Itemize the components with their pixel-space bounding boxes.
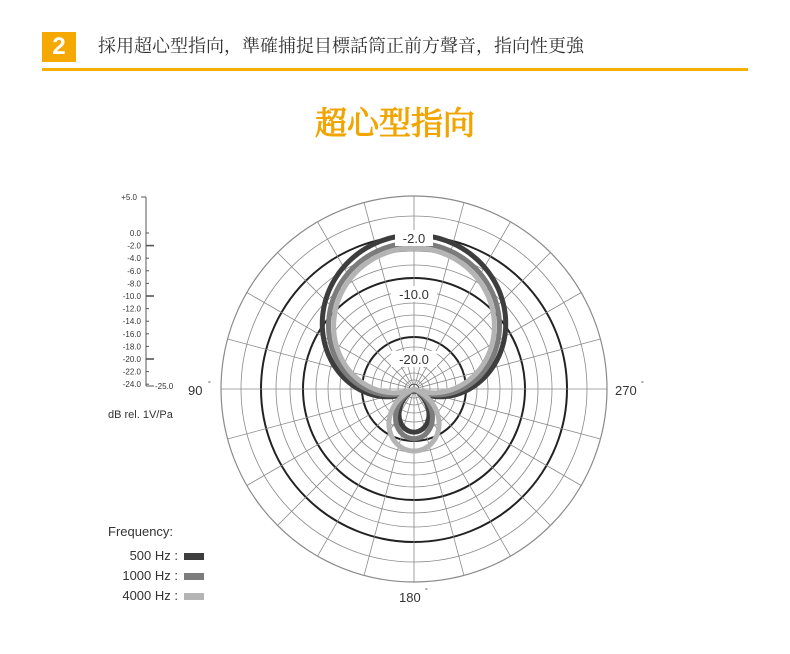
scale-tick-label: -12.0 bbox=[122, 304, 141, 314]
polar-spoke bbox=[419, 392, 581, 486]
scale-tick-label: -14.0 bbox=[122, 317, 141, 327]
scale-tick-label: -22.0 bbox=[122, 367, 141, 377]
scale-bottom-label: -25.0 bbox=[155, 382, 174, 391]
svg-text:°: ° bbox=[641, 381, 644, 388]
step-number-badge: 2 bbox=[42, 32, 76, 62]
angle-label-180: 180 bbox=[399, 590, 421, 605]
scale-tick-label: -2.0 bbox=[127, 241, 141, 251]
legend-label-1000hz: 1000 Hz : bbox=[122, 568, 178, 583]
section-header-text: 採用超心型指向，準確捕捉目標話筒正前方聲音，指向性更強 bbox=[98, 36, 584, 57]
legend-swatch-1000hz bbox=[184, 573, 204, 580]
legend-label-500hz: 500 Hz : bbox=[129, 548, 178, 563]
angle-labels bbox=[188, 380, 644, 605]
svg-text:°: ° bbox=[208, 381, 211, 388]
scale-tick-label: -18.0 bbox=[122, 342, 141, 352]
legend-label-4000hz: 4000 Hz : bbox=[122, 588, 178, 603]
scale-tick-label: -20.0 bbox=[122, 355, 141, 364]
ring-label-2: -2.0 bbox=[402, 231, 426, 246]
scale-tick-label: -10.0 bbox=[122, 292, 141, 301]
level-scale bbox=[108, 193, 174, 421]
legend-swatch-500hz bbox=[184, 553, 204, 560]
scale-unit-label: dB rel. 1V/Pa bbox=[108, 409, 173, 421]
ring-label-20: -20.0 bbox=[399, 352, 429, 367]
legend-swatch-4000hz bbox=[184, 593, 204, 600]
angle-label-90: 90 bbox=[188, 383, 203, 398]
svg-text:°: ° bbox=[425, 588, 428, 595]
scale-top-label: +5.0 bbox=[121, 193, 137, 202]
angle-label-270: 270 bbox=[615, 383, 637, 398]
scale-tick-label: 0.0 bbox=[129, 229, 141, 238]
polar-spoke bbox=[247, 392, 409, 486]
scale-tick-label: -16.0 bbox=[122, 329, 141, 339]
scale-tick-label: -6.0 bbox=[127, 266, 141, 276]
scale-tick-label: -24.0 bbox=[122, 380, 141, 390]
legend-title: Frequency: bbox=[108, 524, 174, 539]
frequency-legend bbox=[108, 524, 204, 603]
scale-tick-label: -8.0 bbox=[127, 279, 141, 289]
ring-label-10: -10.0 bbox=[399, 287, 429, 302]
scale-tick-label: -4.0 bbox=[127, 254, 141, 264]
main-title: 超心型指向 bbox=[314, 104, 475, 142]
